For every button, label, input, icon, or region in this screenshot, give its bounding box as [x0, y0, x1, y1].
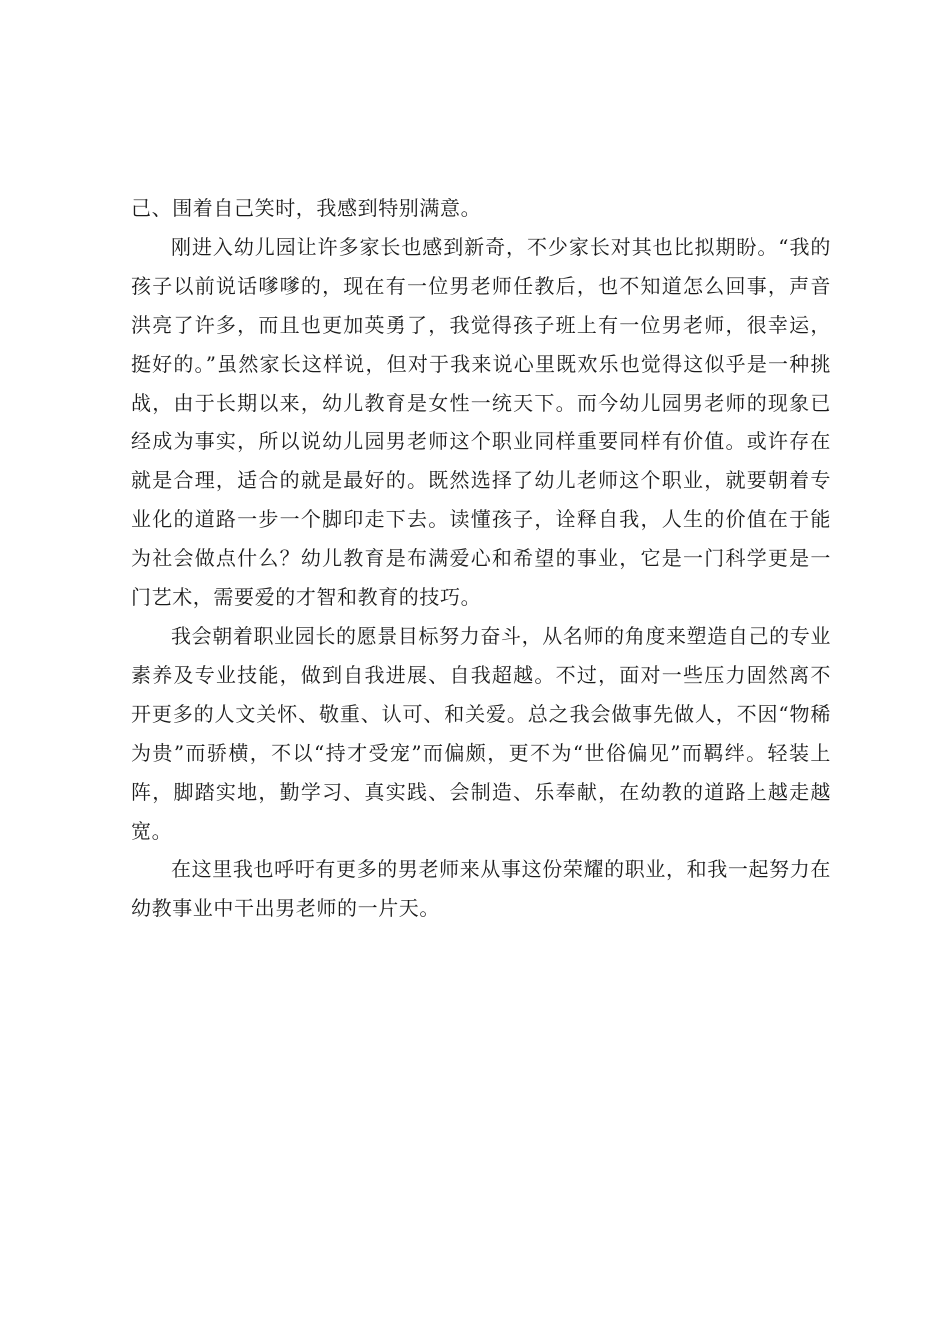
paragraph-appeal: 在这里我也呼吁有更多的男老师来从事这份荣耀的职业，和我一起努力在幼教事业中干出男老师的一片天。 [131, 857, 831, 921]
paragraph-career-goal: 我会朝着职业园长的愿景目标努力奋斗，从名师的角度来塑造自己的专业素养及专业技能，做到自我进展、自我超越。不过，面对一些压力固然离不开更多的人文关怀、敬重、认可、和关爱。总之我会做事先做人，不因“物稀为贵”而骄横，不以“持才受宠”而偏颇，更不为“世俗偏见”而羁绊。轻装上阵，脚踏实地，勤学习、真实践、会制造、乐奉献，在幼教的道路上越走越宽。 [131, 623, 831, 843]
paragraph-continuation: 己、围着自己笑时，我感到特别满意。 [131, 196, 482, 220]
paragraph-parents-reaction: 刚进入幼儿园让许多家长也感到新奇，不少家长对其也比拟期盼。“我的孩子以前说话嗲嗲的，现在有一位男老师任教后，也不知道怎么回事，声音洪亮了许多，而且也更加英勇了，我觉得孩子班上有一位男老师，很幸运，挺好的。”虽然家长这样说，但对于我来说心里既欢乐也觉得这似乎是一种挑战，由于长期以来，幼儿教育是女性一统天下。而今幼儿园男老师的现象已经成为事实，所以说幼儿园男老师这个职业同样重要同样有价值。或许存在就是合理，适合的就是最好的。既然选择了幼儿老师这个职业，就要朝着专业化的道路一步一个脚印走下去。读懂孩子，诠释自我，人生的价值在于能为社会做点什么？幼儿教育是布满爱心和希望的事业，它是一门科学更是一门艺术，需要爱的才智和教育的技巧。 [131, 234, 831, 610]
document-body [131, 189, 831, 928]
